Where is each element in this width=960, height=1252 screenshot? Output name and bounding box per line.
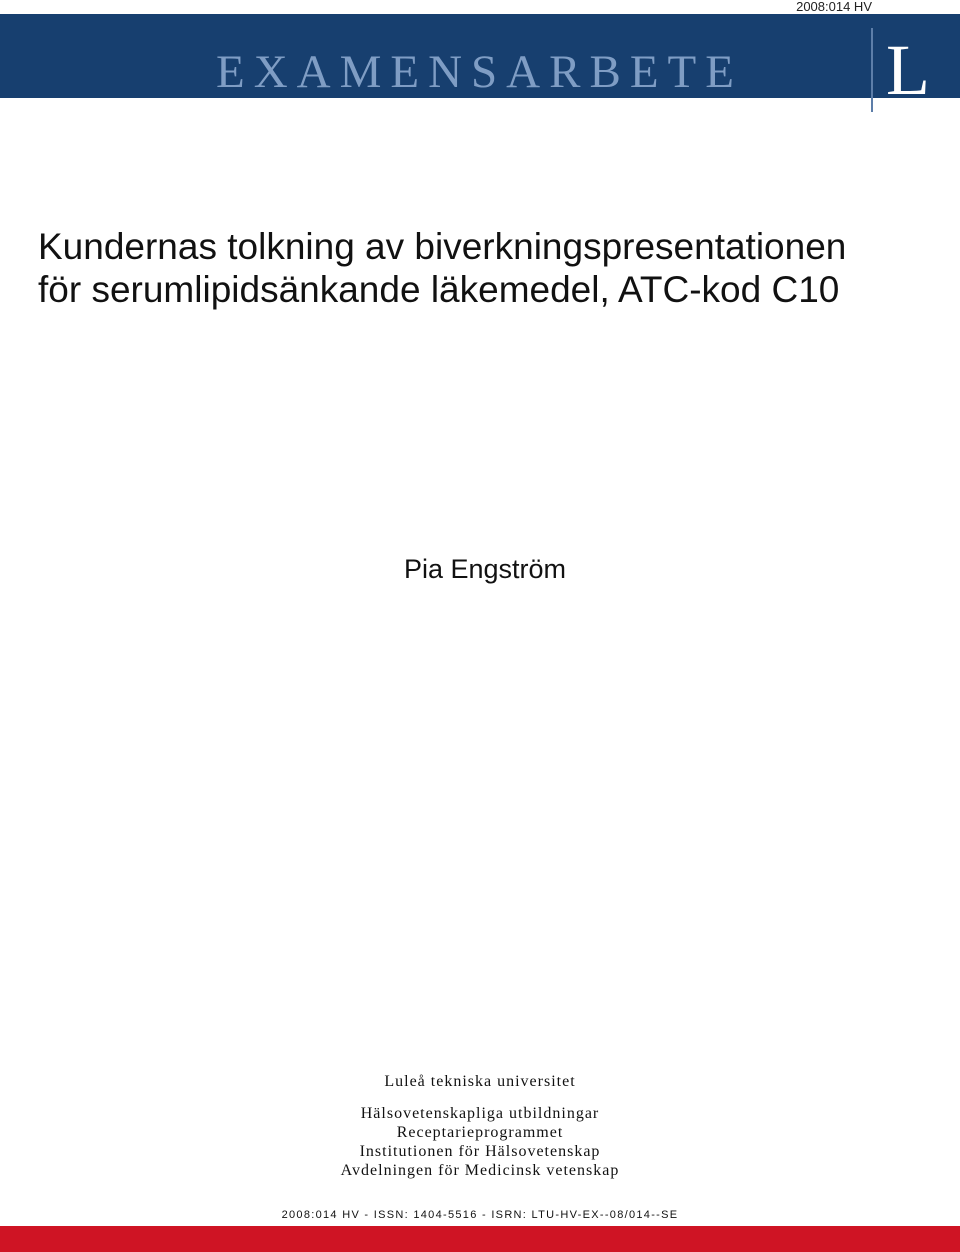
university-name: Luleå tekniska universitet bbox=[384, 1073, 576, 1090]
logo-divider bbox=[871, 28, 873, 112]
author-name: Pia Engström bbox=[403, 554, 567, 584]
institution-line: Hälsovetenskapliga utbildningar bbox=[360, 1105, 600, 1122]
header-title: EXAMENSARBETE bbox=[216, 46, 743, 98]
document-title-line-2: för serumlipidsänkande läkemedel, ATC-kod C10 bbox=[38, 269, 840, 310]
header-band bbox=[0, 14, 960, 98]
institution-line: Receptarieprogrammet bbox=[396, 1124, 564, 1141]
logo-letter: L bbox=[886, 36, 930, 100]
footer-band bbox=[0, 1226, 960, 1252]
report-code: 2008:014 HV bbox=[796, 0, 872, 14]
university-logo-icon bbox=[886, 36, 948, 100]
institution-line: Avdelningen för Medicinsk vetenskap bbox=[340, 1162, 620, 1179]
institution-line: Institutionen för Hälsovetenskap bbox=[359, 1143, 601, 1160]
document-title-line-1: Kundernas tolkning av biverkningspresentationen bbox=[38, 226, 847, 267]
document-title bbox=[38, 225, 938, 311]
footer-code: 2008:014 HV - ISSN: 1404-5516 - ISRN: LTU-HV-EX--08/014--SE bbox=[281, 1209, 679, 1221]
institution-block bbox=[0, 1072, 960, 1180]
